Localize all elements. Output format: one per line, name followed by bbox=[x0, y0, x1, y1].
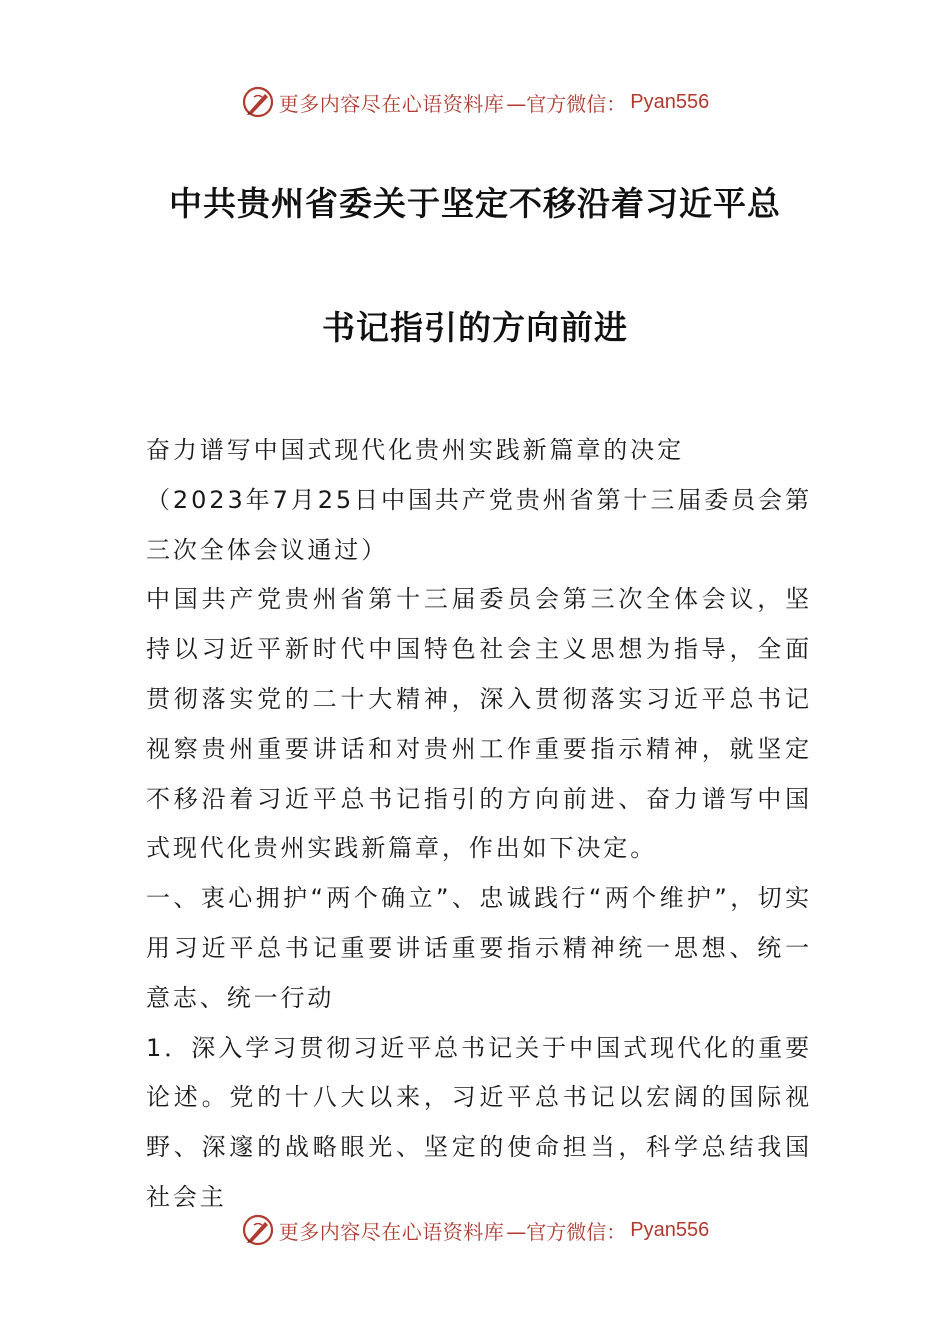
pen-circle-logo-icon bbox=[241, 1213, 275, 1247]
watermark-banner-bottom bbox=[0, 1210, 950, 1250]
watermark-official-label: —官方微信： bbox=[506, 91, 627, 116]
watermark-wechat-id: Pyan556 bbox=[630, 90, 710, 113]
date-note-paragraph: （2023年7月25日中国共产党贵州省第十三届委员会第三次全体会议通过） bbox=[146, 485, 812, 564]
document-body bbox=[146, 426, 812, 1223]
watermark-wechat-id: Pyan556 bbox=[630, 1218, 710, 1241]
document-title-line-2: 书记指引的方向前进 bbox=[322, 308, 628, 347]
document-title-line-1: 中共贵州省委关于坚定不移沿着习近平总 bbox=[169, 184, 781, 223]
item-1-paragraph: 1．深入学习贯彻习近平总书记关于中国式现代化的重要论述。党的十八大以来，习近平总书记以宏阔的国际视野、深邃的战略眼光、坚定的使命担当，科学总结我国社会主 bbox=[146, 1033, 812, 1211]
watermark-banner-top bbox=[0, 82, 950, 122]
watermark-official-label: —官方微信： bbox=[506, 1219, 627, 1244]
subtitle-paragraph: 奋力谱写中国式现代化贵州实践新篇章的决定 bbox=[146, 436, 684, 464]
intro-paragraph: 中国共产党贵州省第十三届委员会第三次全体会议，坚持以习近平新时代中国特色社会主义思想为指导，全面贯彻落实党的二十大精神，深入贯彻落实习近平总书记视察贵州重要讲话和对贵州工作重要指示精神，就坚定不移沿着习近平总书记指引的方向前进、奋力谱写中国式现代化贵州实践新篇章，作出如下决定。 bbox=[146, 585, 812, 863]
watermark-brand-text: 更多内容尽在心语资料库 bbox=[278, 1219, 505, 1244]
watermark-brand-text: 更多内容尽在心语资料库 bbox=[278, 91, 505, 116]
pen-circle-logo-icon bbox=[241, 85, 275, 119]
section-heading-1: 一、衷心拥护“两个确立”、忠诚践行“两个维护”，切实用习近平总书记重要讲话重要指示精神统一思想、统一意志、统一行动 bbox=[146, 884, 812, 1012]
